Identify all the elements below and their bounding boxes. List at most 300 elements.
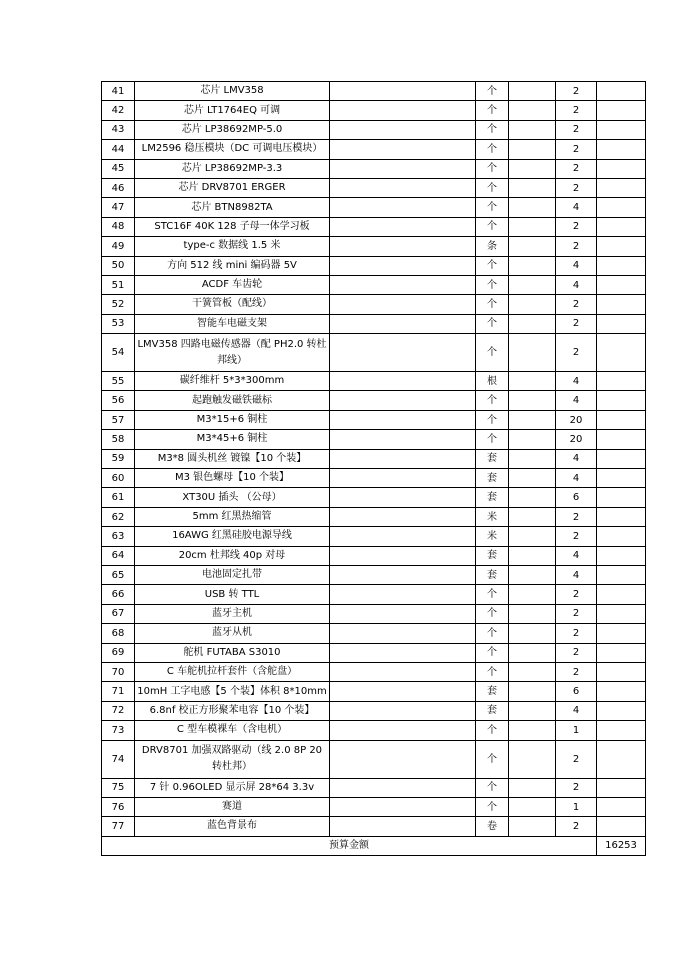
row-number: 57	[102, 410, 135, 429]
item-total	[597, 721, 646, 740]
item-price	[509, 120, 556, 139]
item-unit: 个	[476, 430, 509, 449]
item-spec	[330, 740, 476, 778]
item-quantity: 2	[556, 817, 597, 836]
item-unit: 套	[476, 546, 509, 565]
row-number: 74	[102, 740, 135, 778]
item-spec	[330, 488, 476, 507]
item-price	[509, 198, 556, 217]
item-spec	[330, 585, 476, 604]
item-price	[509, 817, 556, 836]
item-quantity: 4	[556, 372, 597, 391]
item-quantity: 2	[556, 527, 597, 546]
item-price	[509, 275, 556, 294]
item-spec	[330, 140, 476, 159]
row-number: 67	[102, 604, 135, 623]
row-number: 69	[102, 643, 135, 662]
item-spec	[330, 701, 476, 720]
item-spec	[330, 410, 476, 429]
table-row	[102, 817, 646, 836]
item-quantity: 4	[556, 275, 597, 294]
row-number: 62	[102, 507, 135, 526]
row-number: 47	[102, 198, 135, 217]
item-quantity: 2	[556, 662, 597, 681]
item-name: type-c 数据线 1.5 米	[135, 237, 330, 256]
item-spec	[330, 430, 476, 449]
item-price	[509, 797, 556, 816]
item-total	[597, 507, 646, 526]
item-quantity: 4	[556, 701, 597, 720]
item-spec	[330, 101, 476, 120]
item-quantity: 2	[556, 604, 597, 623]
table-row	[102, 604, 646, 623]
item-price	[509, 778, 556, 797]
item-total	[597, 159, 646, 178]
item-price	[509, 178, 556, 197]
table-row	[102, 488, 646, 507]
item-price	[509, 469, 556, 488]
table-row	[102, 507, 646, 526]
item-name: M3*8 圆头机丝 镀镍【10 个装】	[135, 449, 330, 468]
item-quantity: 4	[556, 256, 597, 275]
item-price	[509, 507, 556, 526]
table-row	[102, 721, 646, 740]
item-name: 10mH 工字电感【5 个装】体积 8*10mm	[135, 682, 330, 701]
table-row	[102, 159, 646, 178]
item-quantity: 2	[556, 120, 597, 139]
item-name: 智能车电磁支架	[135, 314, 330, 333]
item-spec	[330, 507, 476, 526]
item-total	[597, 410, 646, 429]
item-total	[597, 585, 646, 604]
item-quantity: 2	[556, 178, 597, 197]
item-name: M3*15+6 铜柱	[135, 410, 330, 429]
item-unit: 个	[476, 778, 509, 797]
item-name: 起跑触发磁铁磁标	[135, 391, 330, 410]
table-row	[102, 178, 646, 197]
item-spec	[330, 662, 476, 681]
table-row	[102, 198, 646, 217]
item-total	[597, 391, 646, 410]
item-unit: 个	[476, 797, 509, 816]
item-quantity: 2	[556, 159, 597, 178]
item-name: 芯片 DRV8701 ERGER	[135, 178, 330, 197]
row-number: 76	[102, 797, 135, 816]
item-spec	[330, 797, 476, 816]
item-spec	[330, 604, 476, 623]
item-name: LM2596 稳压模块（DC 可调电压模块）	[135, 140, 330, 159]
item-unit: 个	[476, 198, 509, 217]
item-unit: 条	[476, 237, 509, 256]
item-unit: 卷	[476, 817, 509, 836]
item-quantity: 6	[556, 488, 597, 507]
item-spec	[330, 178, 476, 197]
item-total	[597, 817, 646, 836]
item-spec	[330, 778, 476, 797]
item-spec	[330, 295, 476, 314]
item-spec	[330, 565, 476, 584]
item-total	[597, 624, 646, 643]
item-name: 20cm 杜邦线 40p 对母	[135, 546, 330, 565]
table-row	[102, 701, 646, 720]
item-quantity: 4	[556, 469, 597, 488]
item-price	[509, 721, 556, 740]
row-number: 72	[102, 701, 135, 720]
table-row	[102, 314, 646, 333]
row-number: 56	[102, 391, 135, 410]
item-unit: 个	[476, 624, 509, 643]
item-unit: 个	[476, 721, 509, 740]
item-total	[597, 682, 646, 701]
item-unit: 米	[476, 507, 509, 526]
item-unit: 套	[476, 469, 509, 488]
row-number: 48	[102, 217, 135, 236]
item-unit: 个	[476, 140, 509, 159]
row-number: 61	[102, 488, 135, 507]
item-unit: 个	[476, 101, 509, 120]
item-name: STC16F 40K 128 子母一体学习板	[135, 217, 330, 236]
item-price	[509, 624, 556, 643]
item-name: USB 转 TTL	[135, 585, 330, 604]
item-quantity: 4	[556, 198, 597, 217]
item-total	[597, 488, 646, 507]
item-spec	[330, 817, 476, 836]
item-name: 6.8nf 校正方形聚苯电容【10 个装】	[135, 701, 330, 720]
item-unit: 个	[476, 604, 509, 623]
item-price	[509, 295, 556, 314]
item-quantity: 2	[556, 778, 597, 797]
item-unit: 套	[476, 449, 509, 468]
row-number: 44	[102, 140, 135, 159]
table-body	[102, 82, 646, 837]
row-number: 42	[102, 101, 135, 120]
item-price	[509, 488, 556, 507]
item-quantity: 4	[556, 391, 597, 410]
item-name: C 型车模裸车（含电机）	[135, 721, 330, 740]
item-total	[597, 140, 646, 159]
item-quantity: 2	[556, 237, 597, 256]
table-row	[102, 643, 646, 662]
item-price	[509, 314, 556, 333]
item-spec	[330, 82, 476, 101]
item-price	[509, 101, 556, 120]
item-price	[509, 410, 556, 429]
table-row	[102, 740, 646, 778]
row-number: 75	[102, 778, 135, 797]
item-quantity: 6	[556, 682, 597, 701]
item-total	[597, 334, 646, 372]
item-quantity: 4	[556, 449, 597, 468]
item-spec	[330, 643, 476, 662]
item-name: 蓝牙主机	[135, 604, 330, 623]
item-spec	[330, 682, 476, 701]
row-number: 59	[102, 449, 135, 468]
item-unit: 根	[476, 372, 509, 391]
budget-total-amount: 16253	[597, 836, 646, 855]
item-name: 5mm 红黑热缩管	[135, 507, 330, 526]
item-quantity: 2	[556, 101, 597, 120]
table-row	[102, 410, 646, 429]
row-number: 53	[102, 314, 135, 333]
item-total	[597, 314, 646, 333]
item-total	[597, 430, 646, 449]
item-unit: 套	[476, 682, 509, 701]
row-number: 49	[102, 237, 135, 256]
item-total	[597, 565, 646, 584]
table-row	[102, 546, 646, 565]
item-quantity: 1	[556, 797, 597, 816]
table-row	[102, 372, 646, 391]
item-spec	[330, 237, 476, 256]
item-spec	[330, 159, 476, 178]
item-name: LMV358 四路电磁传感器（配 PH2.0 转杜邦线）	[135, 334, 330, 372]
item-spec	[330, 624, 476, 643]
item-spec	[330, 217, 476, 236]
item-spec	[330, 469, 476, 488]
row-number: 64	[102, 546, 135, 565]
item-quantity: 2	[556, 334, 597, 372]
item-name: C 车舵机拉杆套件（含舵盘）	[135, 662, 330, 681]
table-row	[102, 469, 646, 488]
item-total	[597, 546, 646, 565]
item-price	[509, 701, 556, 720]
item-unit: 个	[476, 178, 509, 197]
item-price	[509, 740, 556, 778]
row-number: 71	[102, 682, 135, 701]
item-name: 舵机 FUTABA S3010	[135, 643, 330, 662]
table-row	[102, 527, 646, 546]
item-total	[597, 527, 646, 546]
item-price	[509, 585, 556, 604]
item-spec	[330, 314, 476, 333]
item-name: 赛道	[135, 797, 330, 816]
item-quantity: 2	[556, 740, 597, 778]
item-total	[597, 237, 646, 256]
item-total	[597, 469, 646, 488]
row-number: 70	[102, 662, 135, 681]
row-number: 45	[102, 159, 135, 178]
item-unit: 个	[476, 585, 509, 604]
item-unit: 个	[476, 217, 509, 236]
row-number: 50	[102, 256, 135, 275]
table-row	[102, 430, 646, 449]
item-price	[509, 546, 556, 565]
item-name: 芯片 LP38692MP-3.3	[135, 159, 330, 178]
item-price	[509, 430, 556, 449]
table-row	[102, 334, 646, 372]
row-number: 66	[102, 585, 135, 604]
item-price	[509, 140, 556, 159]
row-number: 51	[102, 275, 135, 294]
item-unit: 个	[476, 410, 509, 429]
item-unit: 个	[476, 275, 509, 294]
item-price	[509, 256, 556, 275]
table-row	[102, 82, 646, 101]
item-unit: 米	[476, 527, 509, 546]
item-name: 芯片 LP38692MP-5.0	[135, 120, 330, 139]
item-unit: 套	[476, 565, 509, 584]
item-name: 芯片 LMV358	[135, 82, 330, 101]
item-spec	[330, 449, 476, 468]
item-total	[597, 449, 646, 468]
item-spec	[330, 372, 476, 391]
item-name: M3 银色螺母【10 个装】	[135, 469, 330, 488]
item-spec	[330, 120, 476, 139]
item-quantity: 2	[556, 624, 597, 643]
item-price	[509, 662, 556, 681]
item-name: 碳纤维杆 5*3*300mm	[135, 372, 330, 391]
item-total	[597, 82, 646, 101]
item-name: 方向 512 线 mini 编码器 5V	[135, 256, 330, 275]
item-name: 芯片 LT1764EQ 可调	[135, 101, 330, 120]
item-total	[597, 797, 646, 816]
item-quantity: 2	[556, 140, 597, 159]
item-total	[597, 701, 646, 720]
item-total	[597, 604, 646, 623]
item-price	[509, 449, 556, 468]
item-name: 16AWG 红黑硅胶电源导线	[135, 527, 330, 546]
item-quantity: 2	[556, 217, 597, 236]
item-name: DRV8701 加强双路驱动（线 2.0 8P 20 转杜邦）	[135, 740, 330, 778]
item-name: 芯片 BTN8982TA	[135, 198, 330, 217]
item-total	[597, 740, 646, 778]
item-price	[509, 372, 556, 391]
item-quantity: 2	[556, 507, 597, 526]
row-number: 52	[102, 295, 135, 314]
item-unit: 个	[476, 662, 509, 681]
table-row	[102, 449, 646, 468]
item-unit: 个	[476, 120, 509, 139]
item-quantity: 2	[556, 295, 597, 314]
item-price	[509, 565, 556, 584]
item-quantity: 2	[556, 314, 597, 333]
table-row	[102, 237, 646, 256]
item-name: 蓝牙从机	[135, 624, 330, 643]
table-row	[102, 256, 646, 275]
row-number: 41	[102, 82, 135, 101]
item-unit: 个	[476, 391, 509, 410]
row-number: 55	[102, 372, 135, 391]
item-quantity: 4	[556, 565, 597, 584]
item-total	[597, 662, 646, 681]
item-total	[597, 295, 646, 314]
item-name: 电池固定扎带	[135, 565, 330, 584]
item-price	[509, 604, 556, 623]
item-quantity: 2	[556, 643, 597, 662]
row-number: 54	[102, 334, 135, 372]
row-number: 65	[102, 565, 135, 584]
item-price	[509, 237, 556, 256]
item-total	[597, 256, 646, 275]
item-unit: 个	[476, 295, 509, 314]
table-row	[102, 120, 646, 139]
item-name: M3*45+6 铜柱	[135, 430, 330, 449]
item-spec	[330, 198, 476, 217]
item-price	[509, 643, 556, 662]
item-total	[597, 120, 646, 139]
item-name: 干簧管板（配线）	[135, 295, 330, 314]
item-spec	[330, 527, 476, 546]
table-row	[102, 140, 646, 159]
table-row	[102, 682, 646, 701]
item-price	[509, 391, 556, 410]
item-total	[597, 198, 646, 217]
budget-table	[101, 81, 646, 856]
item-name: 蓝色背景布	[135, 817, 330, 836]
item-unit: 个	[476, 82, 509, 101]
table-row	[102, 624, 646, 643]
item-total	[597, 372, 646, 391]
item-total	[597, 275, 646, 294]
item-spec	[330, 334, 476, 372]
item-quantity: 2	[556, 82, 597, 101]
item-spec	[330, 721, 476, 740]
item-spec	[330, 275, 476, 294]
row-number: 63	[102, 527, 135, 546]
table-row	[102, 585, 646, 604]
item-total	[597, 178, 646, 197]
item-quantity: 2	[556, 585, 597, 604]
item-price	[509, 527, 556, 546]
table-row	[102, 295, 646, 314]
table-row	[102, 797, 646, 816]
item-spec	[330, 391, 476, 410]
item-price	[509, 682, 556, 701]
item-spec	[330, 546, 476, 565]
item-price	[509, 217, 556, 236]
item-price	[509, 82, 556, 101]
item-quantity: 4	[556, 546, 597, 565]
row-number: 58	[102, 430, 135, 449]
table-row	[102, 662, 646, 681]
item-name: ACDF 车齿轮	[135, 275, 330, 294]
budget-table-container	[101, 81, 645, 856]
table-row	[102, 778, 646, 797]
item-total	[597, 217, 646, 236]
row-number: 68	[102, 624, 135, 643]
item-quantity: 1	[556, 721, 597, 740]
item-price	[509, 334, 556, 372]
table-row	[102, 217, 646, 236]
item-total	[597, 101, 646, 120]
item-quantity: 20	[556, 430, 597, 449]
row-number: 60	[102, 469, 135, 488]
table-row	[102, 101, 646, 120]
item-unit: 个	[476, 643, 509, 662]
item-unit: 个	[476, 334, 509, 372]
item-quantity: 20	[556, 410, 597, 429]
item-total	[597, 643, 646, 662]
item-unit: 套	[476, 701, 509, 720]
item-unit: 个	[476, 314, 509, 333]
item-name: XT30U 插头 （公母）	[135, 488, 330, 507]
row-number: 73	[102, 721, 135, 740]
row-number: 46	[102, 178, 135, 197]
budget-total-row	[102, 836, 646, 855]
item-unit: 个	[476, 256, 509, 275]
item-spec	[330, 256, 476, 275]
item-total	[597, 778, 646, 797]
table-row	[102, 391, 646, 410]
item-name: 7 针 0.96OLED 显示屏 28*64 3.3v	[135, 778, 330, 797]
item-price	[509, 159, 556, 178]
item-unit: 套	[476, 488, 509, 507]
budget-total-label: 预算金额	[102, 836, 597, 855]
table-row	[102, 565, 646, 584]
row-number: 43	[102, 120, 135, 139]
row-number: 77	[102, 817, 135, 836]
table-row	[102, 275, 646, 294]
